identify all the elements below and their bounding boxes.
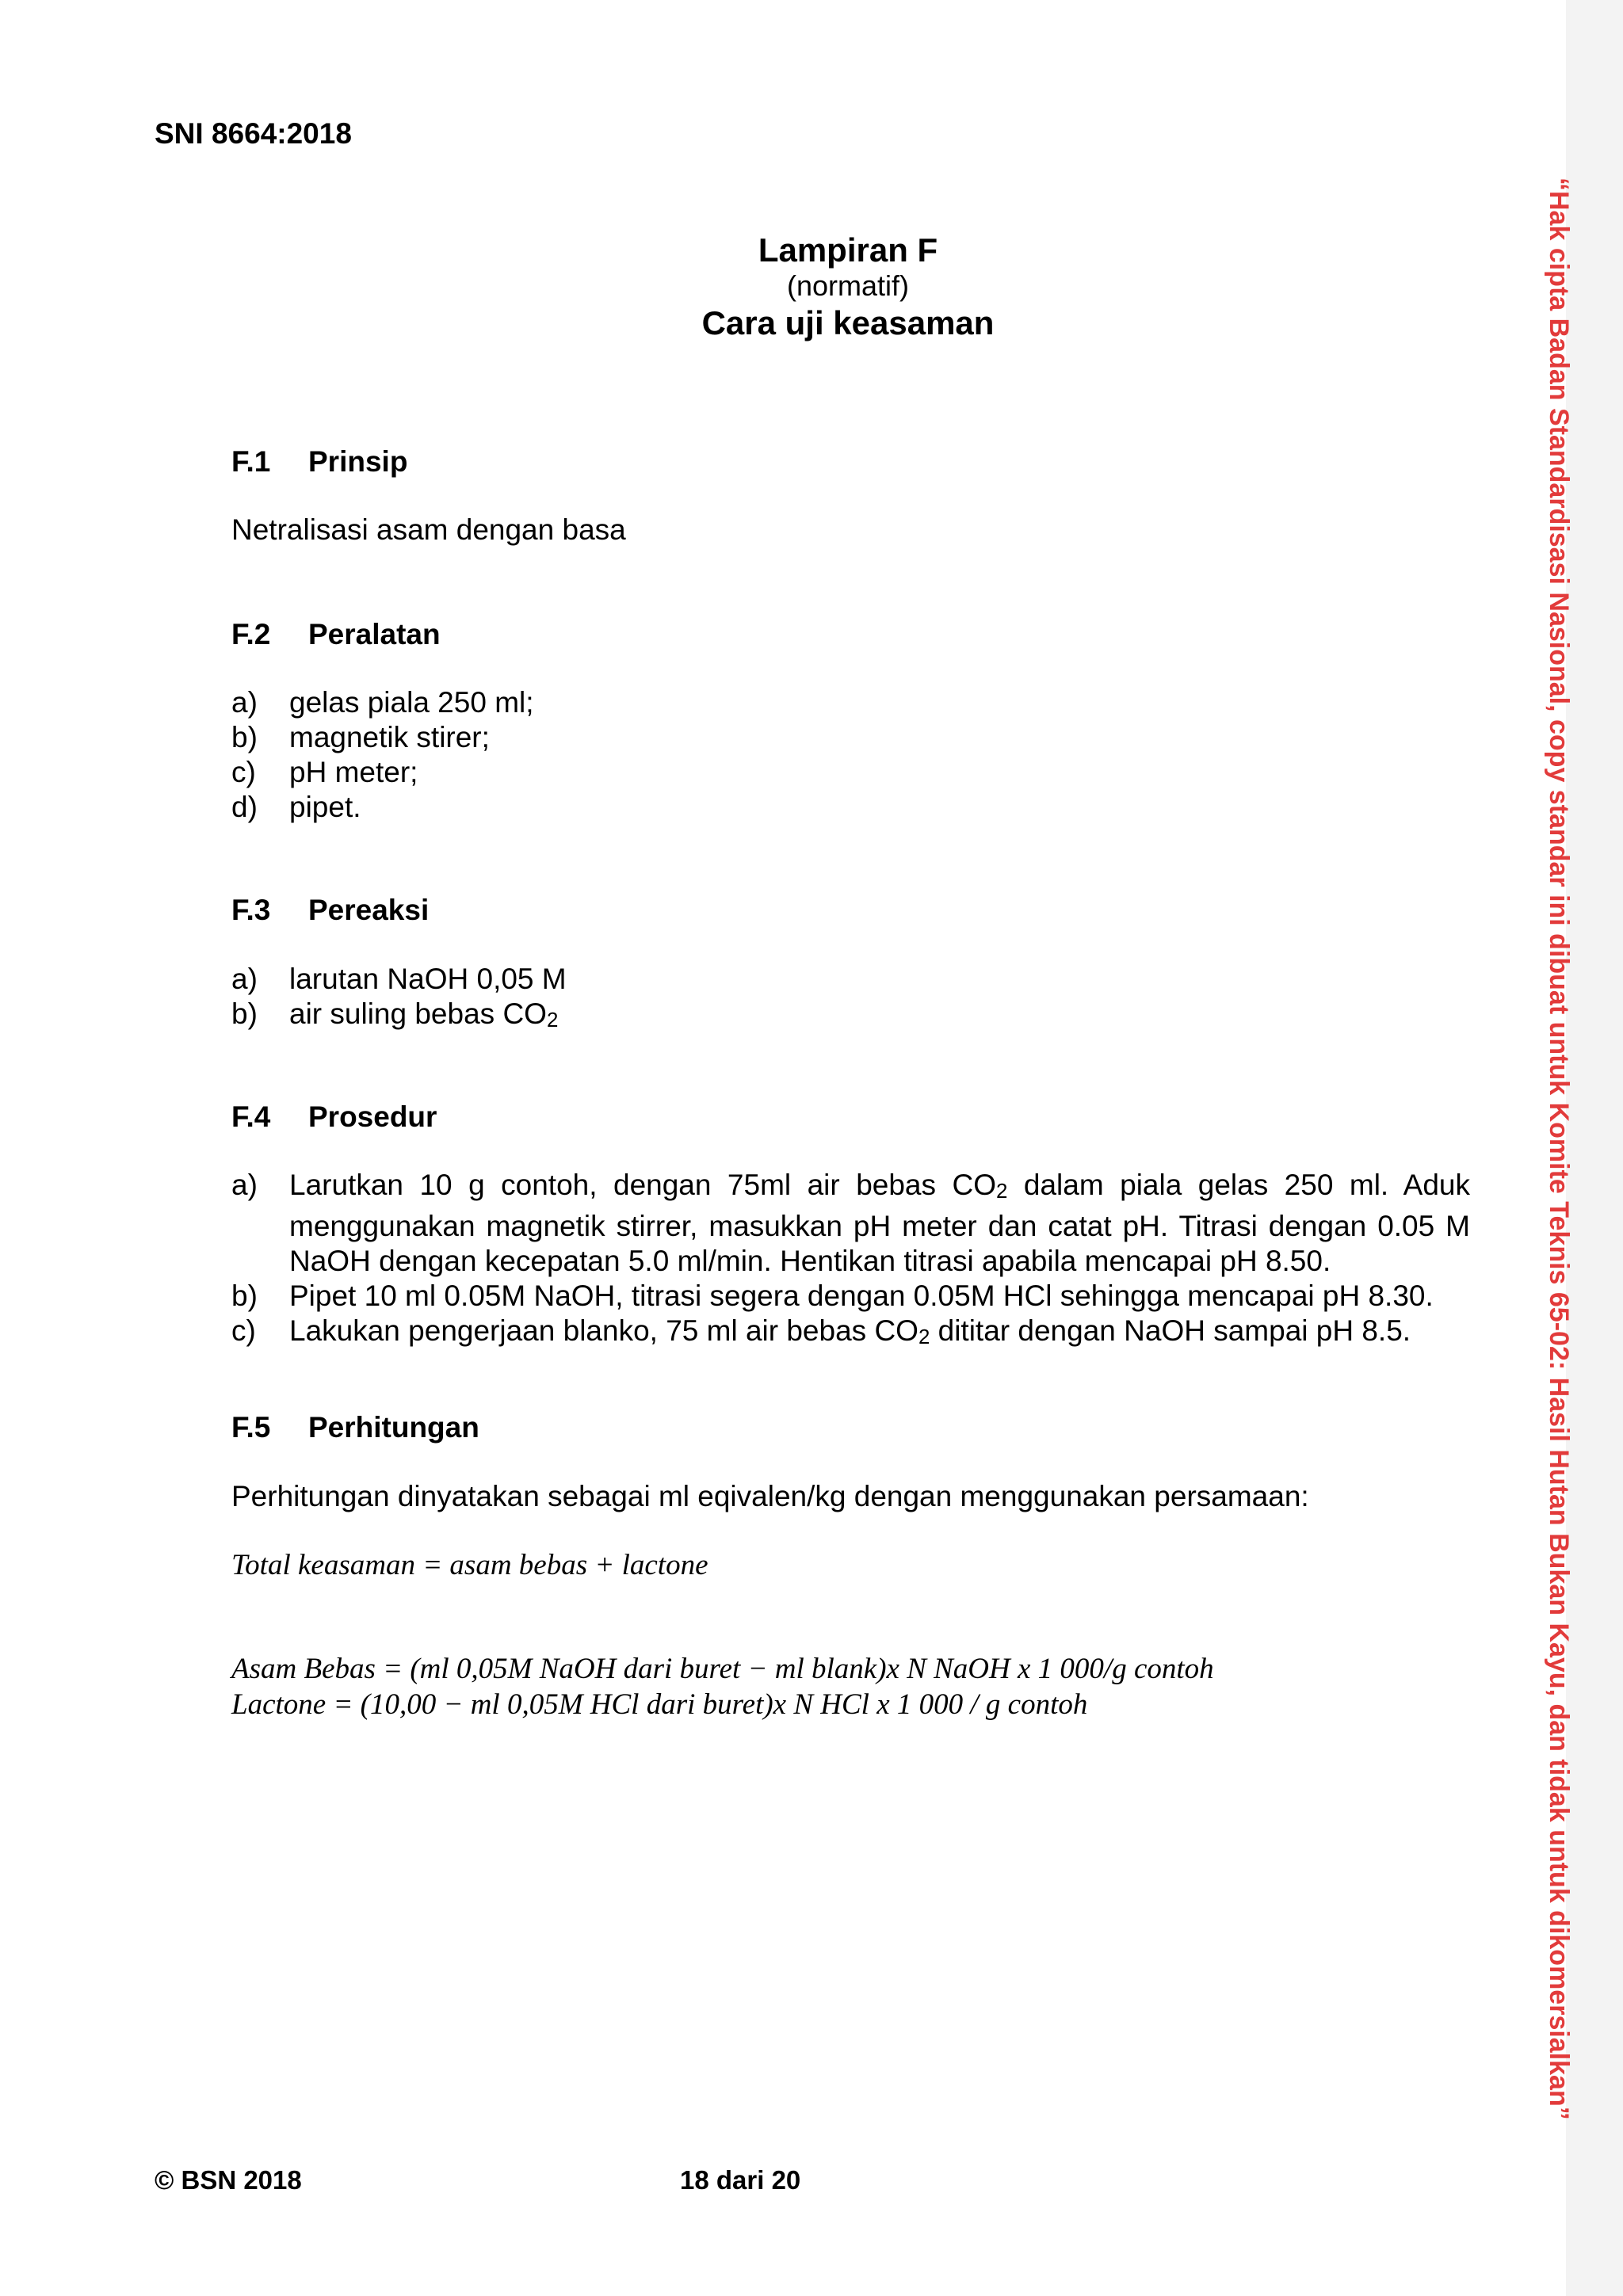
section-title: Prinsip [308, 445, 408, 478]
list-item-text: larutan NaOH 0,05 M [289, 963, 567, 995]
section-number: F.4 [231, 1100, 271, 1133]
principle-text: Netralisasi asam dengan basa [231, 513, 626, 546]
list-item-text: Lakukan pengerjaan blanko, 75 ml air bebas CO [289, 1314, 918, 1347]
list-item [231, 755, 534, 790]
section-title: Prosedur [308, 1100, 437, 1133]
list-marker: b) [231, 1279, 258, 1312]
section-heading-f2 [231, 618, 441, 651]
list-item [231, 720, 534, 755]
list-item-text: Pipet 10 ml 0.05M NaOH, titrasi segera dengan 0.05M HCl sehingga mencapai pH 8.30. [289, 1279, 1434, 1312]
subscript: 2 [546, 1009, 559, 1032]
section-title: Peralatan [308, 618, 441, 650]
list-item-text-cont: dalam piala gelas 250 ml. Aduk menggunakan magnetik stirrer, masukkan pH meter dan catat pH. Titrasi dengan 0.05 M NaOH dengan kecepatan 5.0 ml/min. Hentikan titrasi apabila mencapai pH 8.50. [289, 1169, 1470, 1277]
equipment-list [231, 685, 534, 825]
section-title: Perhitungan [308, 1411, 479, 1444]
annex-name: Cara uji keasaman [701, 304, 995, 341]
section-heading-f1 [231, 445, 407, 479]
section-title: Pereaksi [308, 894, 430, 926]
procedure-list [231, 1168, 1470, 1355]
section-heading-f5 [231, 1411, 479, 1444]
formula-free-acid: Asam Bebas = (ml 0,05M NaOH dari buret − ml blank)x N NaOH x 1 000/g contoh [231, 1653, 1214, 1685]
list-item [231, 790, 534, 825]
list-item-text: Larutkan 10 g contoh, dengan 75ml air bebas CO [289, 1169, 996, 1201]
section-number: F.3 [231, 894, 271, 926]
list-item-text: pipet. [289, 791, 361, 823]
list-marker: a) [231, 686, 258, 719]
list-item [231, 1314, 1470, 1355]
annex-nature: (normatif) [786, 269, 910, 302]
list-item-text-cont: dititar dengan NaOH sampai pH 8.5. [930, 1314, 1411, 1347]
section-number: F.2 [231, 618, 271, 650]
formula-lactone: Lactone = (10,00 − ml 0,05M HCl dari buret)x N HCl x 1 000 / g contoh [231, 1688, 1088, 1721]
list-marker: a) [231, 1169, 258, 1201]
copyright: © BSN 2018 [155, 2165, 302, 2195]
list-item-text: magnetik stirer; [289, 721, 490, 753]
reagent-list [231, 962, 567, 1038]
formula-total-acidity: Total keasaman = asam bebas + lactone [231, 1549, 708, 1581]
document-code: SNI 8664:2018 [155, 117, 352, 150]
list-item [231, 997, 567, 1038]
list-marker: b) [231, 721, 258, 753]
list-marker: b) [231, 997, 258, 1030]
list-item-text: air suling bebas CO [289, 997, 547, 1030]
list-marker: c) [231, 756, 256, 788]
copyright-watermark: “Hak cipta Badan Standardisasi Nasional, copy standar ini dibuat untuk Komite Teknis 65-02: Hasil Hutan Bukan Kayu, dan tidak untuk dikomersialkan” [1544, 177, 1574, 2120]
list-marker: d) [231, 791, 258, 823]
list-item [231, 1168, 1470, 1279]
annex-title: Lampiran F [758, 231, 938, 269]
list-item-text: gelas piala 250 ml; [289, 686, 534, 719]
section-heading-f3 [231, 894, 429, 927]
list-marker: a) [231, 963, 258, 995]
list-marker: c) [231, 1314, 256, 1347]
subscript: 2 [995, 1180, 1008, 1203]
list-item [231, 1279, 1470, 1314]
section-heading-f4 [231, 1100, 437, 1134]
list-item-text: pH meter; [289, 756, 418, 788]
subscript: 2 [918, 1325, 930, 1348]
section-number: F.5 [231, 1411, 271, 1444]
page-number: 18 dari 20 [680, 2165, 801, 2195]
section-number: F.1 [231, 445, 271, 478]
calculation-intro: Perhitungan dinyatakan sebagai ml eqivalen/kg dengan menggunakan persamaan: [231, 1480, 1309, 1512]
list-item [231, 685, 534, 720]
list-item [231, 962, 567, 997]
